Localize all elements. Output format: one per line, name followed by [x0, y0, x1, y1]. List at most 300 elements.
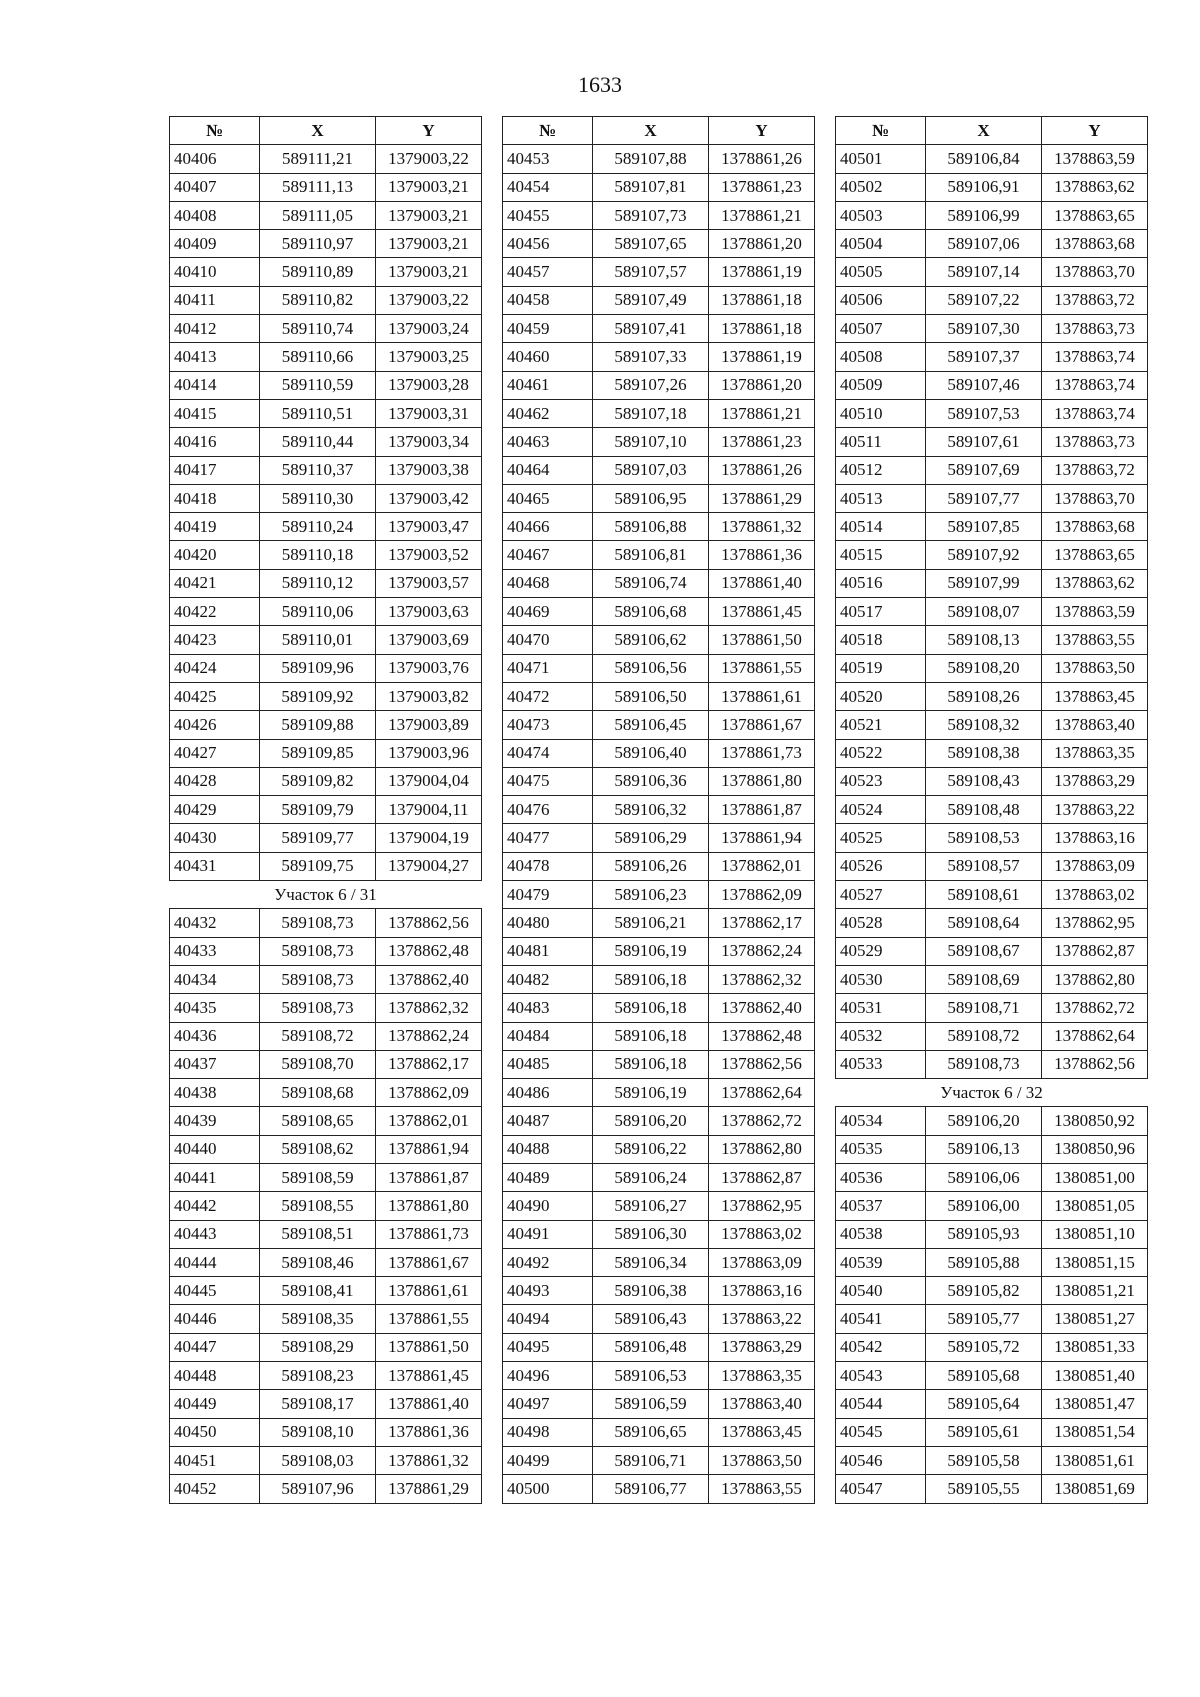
y-coordinate-cell: 1378863,65: [1042, 201, 1148, 229]
point-number-cell: 40480: [503, 909, 593, 937]
y-coordinate-cell: 1379003,21: [376, 230, 482, 258]
table-row: [836, 626, 1148, 654]
table-row: [170, 711, 482, 739]
point-number-cell: 40496: [503, 1362, 593, 1390]
y-coordinate-cell: 1378862,17: [709, 909, 815, 937]
point-number-cell: 40414: [170, 371, 260, 399]
x-coordinate-cell: 589108,53: [926, 824, 1042, 852]
y-coordinate-cell: 1378861,67: [376, 1248, 482, 1276]
y-coordinate-cell: 1378861,23: [709, 428, 815, 456]
point-number-cell: 40539: [836, 1248, 926, 1276]
column-header-x: X: [260, 117, 376, 145]
y-coordinate-cell: 1378861,50: [709, 626, 815, 654]
point-number-cell: 40413: [170, 343, 260, 371]
x-coordinate-cell: 589108,73: [260, 937, 376, 965]
point-number-cell: 40459: [503, 315, 593, 343]
table-row: [503, 1135, 815, 1163]
point-number-cell: 40433: [170, 937, 260, 965]
x-coordinate-cell: 589105,93: [926, 1220, 1042, 1248]
x-coordinate-cell: 589107,18: [593, 399, 709, 427]
x-coordinate-cell: 589107,99: [926, 569, 1042, 597]
x-coordinate-cell: 589107,85: [926, 513, 1042, 541]
table-row: [170, 1362, 482, 1390]
y-coordinate-cell: 1379003,76: [376, 654, 482, 682]
y-coordinate-cell: 1378861,87: [376, 1163, 482, 1191]
table-row: [170, 1022, 482, 1050]
y-coordinate-cell: 1379003,25: [376, 343, 482, 371]
y-coordinate-cell: 1378861,80: [376, 1192, 482, 1220]
y-coordinate-cell: 1379003,42: [376, 484, 482, 512]
y-coordinate-cell: 1378863,40: [1042, 711, 1148, 739]
table-row: [836, 682, 1148, 710]
y-coordinate-cell: 1379003,21: [376, 258, 482, 286]
x-coordinate-cell: 589109,75: [260, 852, 376, 880]
x-coordinate-cell: 589105,64: [926, 1390, 1042, 1418]
y-coordinate-cell: 1378861,61: [709, 682, 815, 710]
y-coordinate-cell: 1378863,62: [1042, 173, 1148, 201]
x-coordinate-cell: 589108,65: [260, 1107, 376, 1135]
point-number-cell: 40545: [836, 1418, 926, 1446]
section-title: Участок 6 / 32: [836, 1079, 1148, 1107]
point-number-cell: 40488: [503, 1135, 593, 1163]
table-row: [836, 824, 1148, 852]
x-coordinate-cell: 589108,62: [260, 1135, 376, 1163]
x-coordinate-cell: 589109,92: [260, 682, 376, 710]
table-row: [836, 286, 1148, 314]
point-number-cell: 40424: [170, 654, 260, 682]
table-row: [170, 1418, 482, 1446]
x-coordinate-cell: 589106,20: [926, 1107, 1042, 1135]
table-row: [170, 569, 482, 597]
y-coordinate-cell: 1378862,64: [1042, 1022, 1148, 1050]
y-coordinate-cell: 1378863,72: [1042, 456, 1148, 484]
point-number-cell: 40428: [170, 767, 260, 795]
table-row: [836, 739, 1148, 767]
x-coordinate-cell: 589106,38: [593, 1277, 709, 1305]
x-coordinate-cell: 589109,82: [260, 767, 376, 795]
point-number-cell: 40475: [503, 767, 593, 795]
point-number-cell: 40511: [836, 428, 926, 456]
y-coordinate-cell: 1378863,40: [709, 1390, 815, 1418]
x-coordinate-cell: 589106,18: [593, 994, 709, 1022]
point-number-cell: 40533: [836, 1050, 926, 1078]
y-coordinate-cell: 1378861,40: [709, 569, 815, 597]
y-coordinate-cell: 1378861,87: [709, 796, 815, 824]
y-coordinate-cell: 1378863,73: [1042, 428, 1148, 456]
table-row: [170, 1050, 482, 1078]
y-coordinate-cell: 1378863,62: [1042, 569, 1148, 597]
x-coordinate-cell: 589110,82: [260, 286, 376, 314]
x-coordinate-cell: 589107,14: [926, 258, 1042, 286]
y-coordinate-cell: 1380851,33: [1042, 1333, 1148, 1361]
y-coordinate-cell: 1379003,28: [376, 371, 482, 399]
x-coordinate-cell: 589107,69: [926, 456, 1042, 484]
y-coordinate-cell: 1378863,16: [1042, 824, 1148, 852]
y-coordinate-cell: 1378861,55: [709, 654, 815, 682]
x-coordinate-cell: 589106,40: [593, 739, 709, 767]
x-coordinate-cell: 589106,65: [593, 1418, 709, 1446]
y-coordinate-cell: 1378862,56: [376, 909, 482, 937]
table-row: [836, 343, 1148, 371]
table-row: [836, 456, 1148, 484]
y-coordinate-cell: 1378863,16: [709, 1277, 815, 1305]
table-row: [836, 1390, 1148, 1418]
table-row: [503, 541, 815, 569]
page-number: 1633: [578, 72, 622, 97]
coordinate-table-3: [835, 116, 1148, 1504]
point-number-cell: 40453: [503, 145, 593, 173]
point-number-cell: 40463: [503, 428, 593, 456]
point-number-cell: 40412: [170, 315, 260, 343]
table-row: [170, 1475, 482, 1503]
x-coordinate-cell: 589108,70: [260, 1050, 376, 1078]
y-coordinate-cell: 1378863,22: [709, 1305, 815, 1333]
table-row: [170, 1135, 482, 1163]
y-coordinate-cell: 1379003,34: [376, 428, 482, 456]
y-coordinate-cell: 1378862,87: [1042, 937, 1148, 965]
y-coordinate-cell: 1378861,29: [376, 1475, 482, 1503]
table-row: [170, 1248, 482, 1276]
table-row: [503, 824, 815, 852]
y-coordinate-cell: 1378862,48: [376, 937, 482, 965]
point-number-cell: 40508: [836, 343, 926, 371]
x-coordinate-cell: 589110,89: [260, 258, 376, 286]
table-row: [170, 343, 482, 371]
x-coordinate-cell: 589108,73: [926, 1050, 1042, 1078]
y-coordinate-cell: 1378862,01: [709, 852, 815, 880]
table-row: [836, 1163, 1148, 1191]
y-coordinate-cell: 1378863,50: [1042, 654, 1148, 682]
table-row: [503, 1305, 815, 1333]
y-coordinate-cell: 1378863,70: [1042, 484, 1148, 512]
y-coordinate-cell: 1378862,95: [1042, 909, 1148, 937]
x-coordinate-cell: 589106,24: [593, 1163, 709, 1191]
y-coordinate-cell: 1378863,22: [1042, 796, 1148, 824]
table-row: [170, 1333, 482, 1361]
x-coordinate-cell: 589105,77: [926, 1305, 1042, 1333]
y-coordinate-cell: 1378861,36: [709, 541, 815, 569]
y-coordinate-cell: 1378863,50: [709, 1446, 815, 1474]
x-coordinate-cell: 589107,53: [926, 399, 1042, 427]
point-number-cell: 40429: [170, 796, 260, 824]
point-number-cell: 40482: [503, 965, 593, 993]
table-row: [170, 173, 482, 201]
table-row: [503, 994, 815, 1022]
point-number-cell: 40504: [836, 230, 926, 258]
y-coordinate-cell: 1378861,55: [376, 1305, 482, 1333]
y-coordinate-cell: 1380851,00: [1042, 1163, 1148, 1191]
coordinate-tables: [169, 116, 1145, 1576]
y-coordinate-cell: 1378862,80: [1042, 965, 1148, 993]
table-row: [503, 569, 815, 597]
table-row: [836, 1333, 1148, 1361]
point-number-cell: 40541: [836, 1305, 926, 1333]
x-coordinate-cell: 589110,74: [260, 315, 376, 343]
y-coordinate-cell: 1379003,63: [376, 598, 482, 626]
table-row: [503, 1277, 815, 1305]
x-coordinate-cell: 589107,10: [593, 428, 709, 456]
y-coordinate-cell: 1379003,47: [376, 513, 482, 541]
point-number-cell: 40478: [503, 852, 593, 880]
point-number-cell: 40517: [836, 598, 926, 626]
point-number-cell: 40481: [503, 937, 593, 965]
x-coordinate-cell: 589107,65: [593, 230, 709, 258]
point-number-cell: 40509: [836, 371, 926, 399]
table-row: [503, 343, 815, 371]
table-row: [170, 315, 482, 343]
x-coordinate-cell: 589109,96: [260, 654, 376, 682]
table-row: [836, 1277, 1148, 1305]
x-coordinate-cell: 589108,55: [260, 1192, 376, 1220]
point-number-cell: 40473: [503, 711, 593, 739]
point-number-cell: 40418: [170, 484, 260, 512]
y-coordinate-cell: 1379003,57: [376, 569, 482, 597]
x-coordinate-cell: 589110,97: [260, 230, 376, 258]
y-coordinate-cell: 1378861,32: [709, 513, 815, 541]
y-coordinate-cell: 1379004,04: [376, 767, 482, 795]
x-coordinate-cell: 589106,32: [593, 796, 709, 824]
point-number-cell: 40536: [836, 1163, 926, 1191]
x-coordinate-cell: 589110,24: [260, 513, 376, 541]
table-row: [170, 796, 482, 824]
x-coordinate-cell: 589108,07: [926, 598, 1042, 626]
x-coordinate-cell: 589108,38: [926, 739, 1042, 767]
table-row: [170, 513, 482, 541]
x-coordinate-cell: 589107,57: [593, 258, 709, 286]
table-row: [836, 1022, 1148, 1050]
table-row: [836, 428, 1148, 456]
y-coordinate-cell: 1378862,64: [709, 1079, 815, 1107]
table-row: [503, 1248, 815, 1276]
x-coordinate-cell: 589108,73: [260, 994, 376, 1022]
x-coordinate-cell: 589106,00: [926, 1192, 1042, 1220]
table-row: [503, 456, 815, 484]
point-number-cell: 40420: [170, 541, 260, 569]
point-number-cell: 40456: [503, 230, 593, 258]
table-row: [170, 682, 482, 710]
x-coordinate-cell: 589106,62: [593, 626, 709, 654]
y-coordinate-cell: 1378861,73: [376, 1220, 482, 1248]
x-coordinate-cell: 589106,30: [593, 1220, 709, 1248]
table-row: [836, 513, 1148, 541]
table-row: [836, 1362, 1148, 1390]
table-row: [503, 909, 815, 937]
x-coordinate-cell: 589110,66: [260, 343, 376, 371]
table-row: [836, 230, 1148, 258]
y-coordinate-cell: 1378861,50: [376, 1333, 482, 1361]
point-number-cell: 40489: [503, 1163, 593, 1191]
point-number-cell: 40532: [836, 1022, 926, 1050]
table-row: [836, 399, 1148, 427]
x-coordinate-cell: 589107,30: [926, 315, 1042, 343]
table-row: [170, 201, 482, 229]
y-coordinate-cell: 1378861,40: [376, 1390, 482, 1418]
y-coordinate-cell: 1378862,32: [376, 994, 482, 1022]
x-coordinate-cell: 589106,84: [926, 145, 1042, 173]
point-number-cell: 40521: [836, 711, 926, 739]
table-row: [170, 824, 482, 852]
column-header-y: Y: [376, 117, 482, 145]
point-number-cell: 40547: [836, 1475, 926, 1503]
x-coordinate-cell: 589108,23: [260, 1362, 376, 1390]
table-row: [836, 767, 1148, 795]
y-coordinate-cell: 1379003,82: [376, 682, 482, 710]
y-coordinate-cell: 1379003,96: [376, 739, 482, 767]
x-coordinate-cell: 589105,82: [926, 1277, 1042, 1305]
table-row: [503, 201, 815, 229]
table-row: [503, 1446, 815, 1474]
point-number-cell: 40406: [170, 145, 260, 173]
y-coordinate-cell: 1378861,94: [376, 1135, 482, 1163]
table-row: [170, 767, 482, 795]
point-number-cell: 40486: [503, 1079, 593, 1107]
x-coordinate-cell: 589107,96: [260, 1475, 376, 1503]
table-header-row: [503, 117, 815, 145]
x-coordinate-cell: 589106,56: [593, 654, 709, 682]
point-number-cell: 40438: [170, 1079, 260, 1107]
x-coordinate-cell: 589108,51: [260, 1220, 376, 1248]
table-row: [503, 937, 815, 965]
table-row: [836, 371, 1148, 399]
y-coordinate-cell: 1378863,35: [709, 1362, 815, 1390]
table-row: [170, 1446, 482, 1474]
point-number-cell: 40543: [836, 1362, 926, 1390]
point-number-cell: 40416: [170, 428, 260, 456]
point-number-cell: 40450: [170, 1418, 260, 1446]
table-header-row: [836, 117, 1148, 145]
point-number-cell: 40544: [836, 1390, 926, 1418]
x-coordinate-cell: 589110,51: [260, 399, 376, 427]
x-coordinate-cell: 589106,53: [593, 1362, 709, 1390]
point-number-cell: 40455: [503, 201, 593, 229]
point-number-cell: 40446: [170, 1305, 260, 1333]
x-coordinate-cell: 589108,10: [260, 1418, 376, 1446]
y-coordinate-cell: 1380851,47: [1042, 1390, 1148, 1418]
table-row: [170, 994, 482, 1022]
x-coordinate-cell: 589106,29: [593, 824, 709, 852]
column-header-x: X: [593, 117, 709, 145]
table-row: [170, 598, 482, 626]
table-row: [170, 1192, 482, 1220]
y-coordinate-cell: 1378861,36: [376, 1418, 482, 1446]
x-coordinate-cell: 589105,68: [926, 1362, 1042, 1390]
point-number-cell: 40490: [503, 1192, 593, 1220]
y-coordinate-cell: 1378861,67: [709, 711, 815, 739]
y-coordinate-cell: 1379004,11: [376, 796, 482, 824]
point-number-cell: 40515: [836, 541, 926, 569]
point-number-cell: 40546: [836, 1446, 926, 1474]
y-coordinate-cell: 1378861,19: [709, 343, 815, 371]
point-number-cell: 40492: [503, 1248, 593, 1276]
x-coordinate-cell: 589106,19: [593, 1079, 709, 1107]
point-number-cell: 40500: [503, 1475, 593, 1503]
table-row: [836, 1220, 1148, 1248]
x-coordinate-cell: 589106,91: [926, 173, 1042, 201]
y-coordinate-cell: 1378862,40: [376, 965, 482, 993]
point-number-cell: 40434: [170, 965, 260, 993]
table-row: [503, 767, 815, 795]
table-row: [503, 1192, 815, 1220]
x-coordinate-cell: 589106,18: [593, 1050, 709, 1078]
point-number-cell: 40439: [170, 1107, 260, 1135]
point-number-cell: 40470: [503, 626, 593, 654]
table-row: [836, 541, 1148, 569]
table-row: [170, 145, 482, 173]
y-coordinate-cell: 1380851,10: [1042, 1220, 1148, 1248]
x-coordinate-cell: 589109,85: [260, 739, 376, 767]
y-coordinate-cell: 1379003,31: [376, 399, 482, 427]
x-coordinate-cell: 589108,46: [260, 1248, 376, 1276]
y-coordinate-cell: 1378863,29: [1042, 767, 1148, 795]
x-coordinate-cell: 589107,37: [926, 343, 1042, 371]
y-coordinate-cell: 1378863,09: [709, 1248, 815, 1276]
table-row: [836, 1475, 1148, 1503]
x-coordinate-cell: 589106,81: [593, 541, 709, 569]
table-row: [503, 626, 815, 654]
table-row: [503, 484, 815, 512]
y-coordinate-cell: 1379004,19: [376, 824, 482, 852]
y-coordinate-cell: 1378863,02: [709, 1220, 815, 1248]
table-row: [836, 201, 1148, 229]
point-number-cell: 40528: [836, 909, 926, 937]
x-coordinate-cell: 589106,13: [926, 1135, 1042, 1163]
x-coordinate-cell: 589107,06: [926, 230, 1042, 258]
table-row: [836, 1418, 1148, 1446]
x-coordinate-cell: 589106,59: [593, 1390, 709, 1418]
y-coordinate-cell: 1378861,94: [709, 824, 815, 852]
point-number-cell: 40510: [836, 399, 926, 427]
x-coordinate-cell: 589106,34: [593, 1248, 709, 1276]
point-number-cell: 40415: [170, 399, 260, 427]
x-coordinate-cell: 589106,43: [593, 1305, 709, 1333]
y-coordinate-cell: 1378863,73: [1042, 315, 1148, 343]
point-number-cell: 40524: [836, 796, 926, 824]
y-coordinate-cell: 1378861,18: [709, 315, 815, 343]
y-coordinate-cell: 1378861,73: [709, 739, 815, 767]
x-coordinate-cell: 589109,77: [260, 824, 376, 852]
x-coordinate-cell: 589106,20: [593, 1107, 709, 1135]
x-coordinate-cell: 589105,61: [926, 1418, 1042, 1446]
table-row: [170, 965, 482, 993]
table-row: [836, 909, 1148, 937]
table-row: [503, 399, 815, 427]
x-coordinate-cell: 589106,27: [593, 1192, 709, 1220]
y-coordinate-cell: 1379003,69: [376, 626, 482, 654]
point-number-cell: 40449: [170, 1390, 260, 1418]
x-coordinate-cell: 589110,30: [260, 484, 376, 512]
x-coordinate-cell: 589106,22: [593, 1135, 709, 1163]
table-row: [836, 1305, 1148, 1333]
point-number-cell: 40538: [836, 1220, 926, 1248]
point-number-cell: 40469: [503, 598, 593, 626]
point-number-cell: 40507: [836, 315, 926, 343]
point-number-cell: 40423: [170, 626, 260, 654]
table-row: [836, 994, 1148, 1022]
table-row: [170, 1220, 482, 1248]
table-row: [170, 937, 482, 965]
y-coordinate-cell: 1378862,09: [709, 881, 815, 909]
table-row: [836, 1050, 1148, 1078]
point-number-cell: 40464: [503, 456, 593, 484]
table-row: [503, 1107, 815, 1135]
y-coordinate-cell: 1378862,72: [1042, 994, 1148, 1022]
x-coordinate-cell: 589108,35: [260, 1305, 376, 1333]
point-number-cell: 40451: [170, 1446, 260, 1474]
point-number-cell: 40447: [170, 1333, 260, 1361]
table-row: [836, 1446, 1148, 1474]
point-number-cell: 40501: [836, 145, 926, 173]
x-coordinate-cell: 589105,55: [926, 1475, 1042, 1503]
